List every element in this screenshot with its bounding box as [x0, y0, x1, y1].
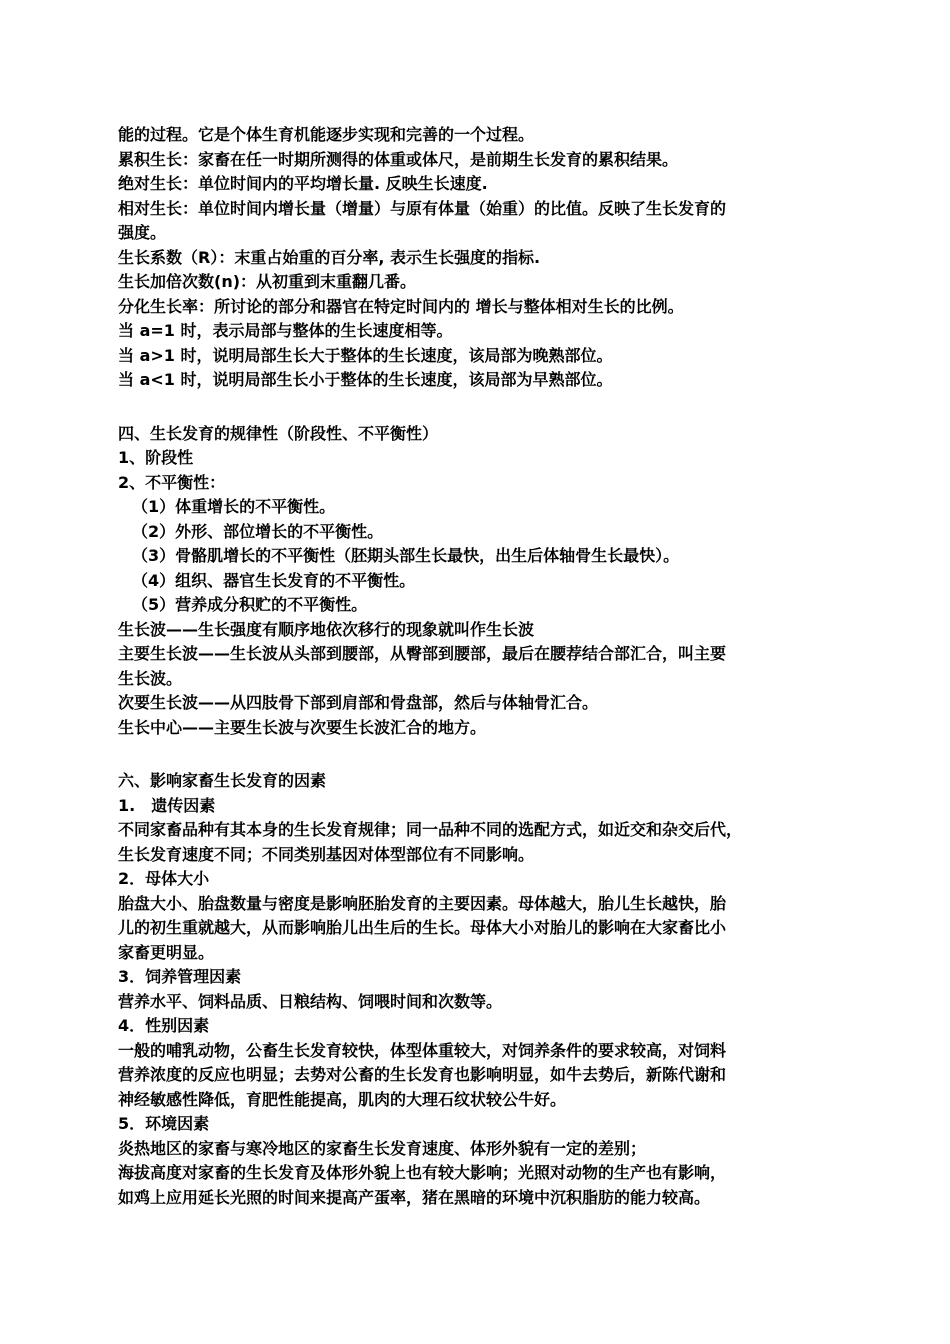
text-line: 2、不平衡性：: [118, 473, 226, 492]
text-line: 生长波——生长强度有顺序地依次移行的现象就叫作生长波: [118, 620, 535, 639]
text-line: 能的过程。它是个体生育机能逐步实现和完善的一个过程。: [118, 125, 535, 144]
text-line: 生长中心——主要生长波与次要生长波汇合的地方。: [118, 718, 487, 737]
text-line: 1、阶段性: [118, 448, 194, 467]
text-line: 当 a<1 时，说明局部生长小于整体的生长速度，该局部为早熟部位。: [118, 370, 613, 389]
text-line: 当 a>1 时，说明局部生长大于整体的生长速度，该局部为晚熟部位。: [118, 346, 613, 365]
text-line: 如鸡上应用延长光照的时间来提高产蛋率，猪在黑暗的环境中沉积脂肪的能力较高。: [118, 1188, 711, 1207]
list-item: （2）外形、部位增长的不平衡性。: [132, 522, 384, 541]
list-item: （4）组织、器官生长发育的不平衡性。: [132, 571, 416, 590]
subheading: 3．饲养管理因素: [118, 967, 242, 986]
text-line: 海拔高度对家畜的生长发育及体形外貌上也有较大影响；光照对动物的生产也有影响，: [118, 1163, 727, 1182]
subheading: 2．母体大小: [118, 869, 210, 888]
list-item: （5）营养成分积贮的不平衡性。: [132, 595, 368, 614]
subheading: 1. 遗传因素: [118, 796, 216, 815]
text-line: 当 a=1 时，表示局部与整体的生长速度相等。: [118, 321, 453, 340]
text-line: 不同家畜品种有其本身的生长发育规律；同一品种不同的选配方式，如近交和杂交后代，: [118, 820, 743, 839]
section-heading: 四、生长发育的规律性（阶段性、不平衡性）: [118, 424, 439, 443]
text-line: 生长波。: [118, 669, 183, 688]
text-line: 次要生长波——从四肢骨下部到肩部和骨盘部，然后与体轴骨汇合。: [118, 693, 599, 712]
text-line: 一般的哺乳动物，公畜生长发育较快，体型体重较大，对饲养条件的要求较高，对饲料: [118, 1041, 727, 1060]
text-line: 神经敏感性降低，育肥性能提高，肌肉的大理石纹状较公牛好。: [118, 1090, 567, 1109]
text-line: 主要生长波——生长波从头部到腰部，从臀部到腰部，最后在腰荐结合部汇合，叫主要: [118, 644, 727, 663]
section-heading: 六、影响家畜生长发育的因素: [118, 771, 327, 790]
text-line: 生长系数（R）：末重占始重的百分率, 表示生长强度的指标.: [118, 248, 541, 267]
text-line: 绝对生长：单位时间内的平均增长量. 反映生长速度.: [118, 174, 488, 193]
text-line: 生长加倍次数(n)：从初重到末重翻几番。: [118, 272, 417, 291]
text-line: 生长发育速度不同；不同类别基因对体型部位有不同影响。: [118, 845, 535, 864]
text-line: 营养浓度的反应也明显；去势对公畜的生长发育也影响明显，如牛去势后，新陈代谢和: [118, 1065, 727, 1084]
text-line: 营养水平、饲料品质、日粮结构、饲喂时间和次数等。: [118, 992, 503, 1011]
text-line: 分化生长率：所讨论的部分和器官在特定时间内的 增长与整体相对生长的比例。: [118, 297, 684, 316]
list-item: （3）骨骼肌增长的不平衡性（胚期头部生长最快，出生后体轴骨生长最快）。: [132, 546, 680, 565]
subheading: 4．性别因素: [118, 1016, 210, 1035]
text-line: 累积生长：家畜在任一时期所测得的体重或体尺，是前期生长发育的累积结果。: [118, 150, 679, 169]
text-line: 家畜更明显。: [118, 943, 215, 962]
text-line: 强度。: [118, 223, 167, 242]
text-line: 胎盘大小、胎盘数量与密度是影响胚胎发育的主要因素。母体越大，胎儿生长越快，胎: [118, 894, 727, 913]
text-line: 炎热地区的家畜与寒冷地区的家畜生长发育速度、体形外貌有一定的差别；: [118, 1139, 647, 1158]
text-line: 相对生长：单位时间内增长量（增量）与原有体量（始重）的比值。反映了生长发育的: [118, 199, 727, 218]
subheading: 5．环境因素: [118, 1114, 210, 1133]
list-item: （1）体重增长的不平衡性。: [132, 497, 336, 516]
text-line: 儿的初生重就越大，从而影响胎儿出生后的生长。母体大小对胎儿的影响在大家畜比小: [118, 918, 727, 937]
